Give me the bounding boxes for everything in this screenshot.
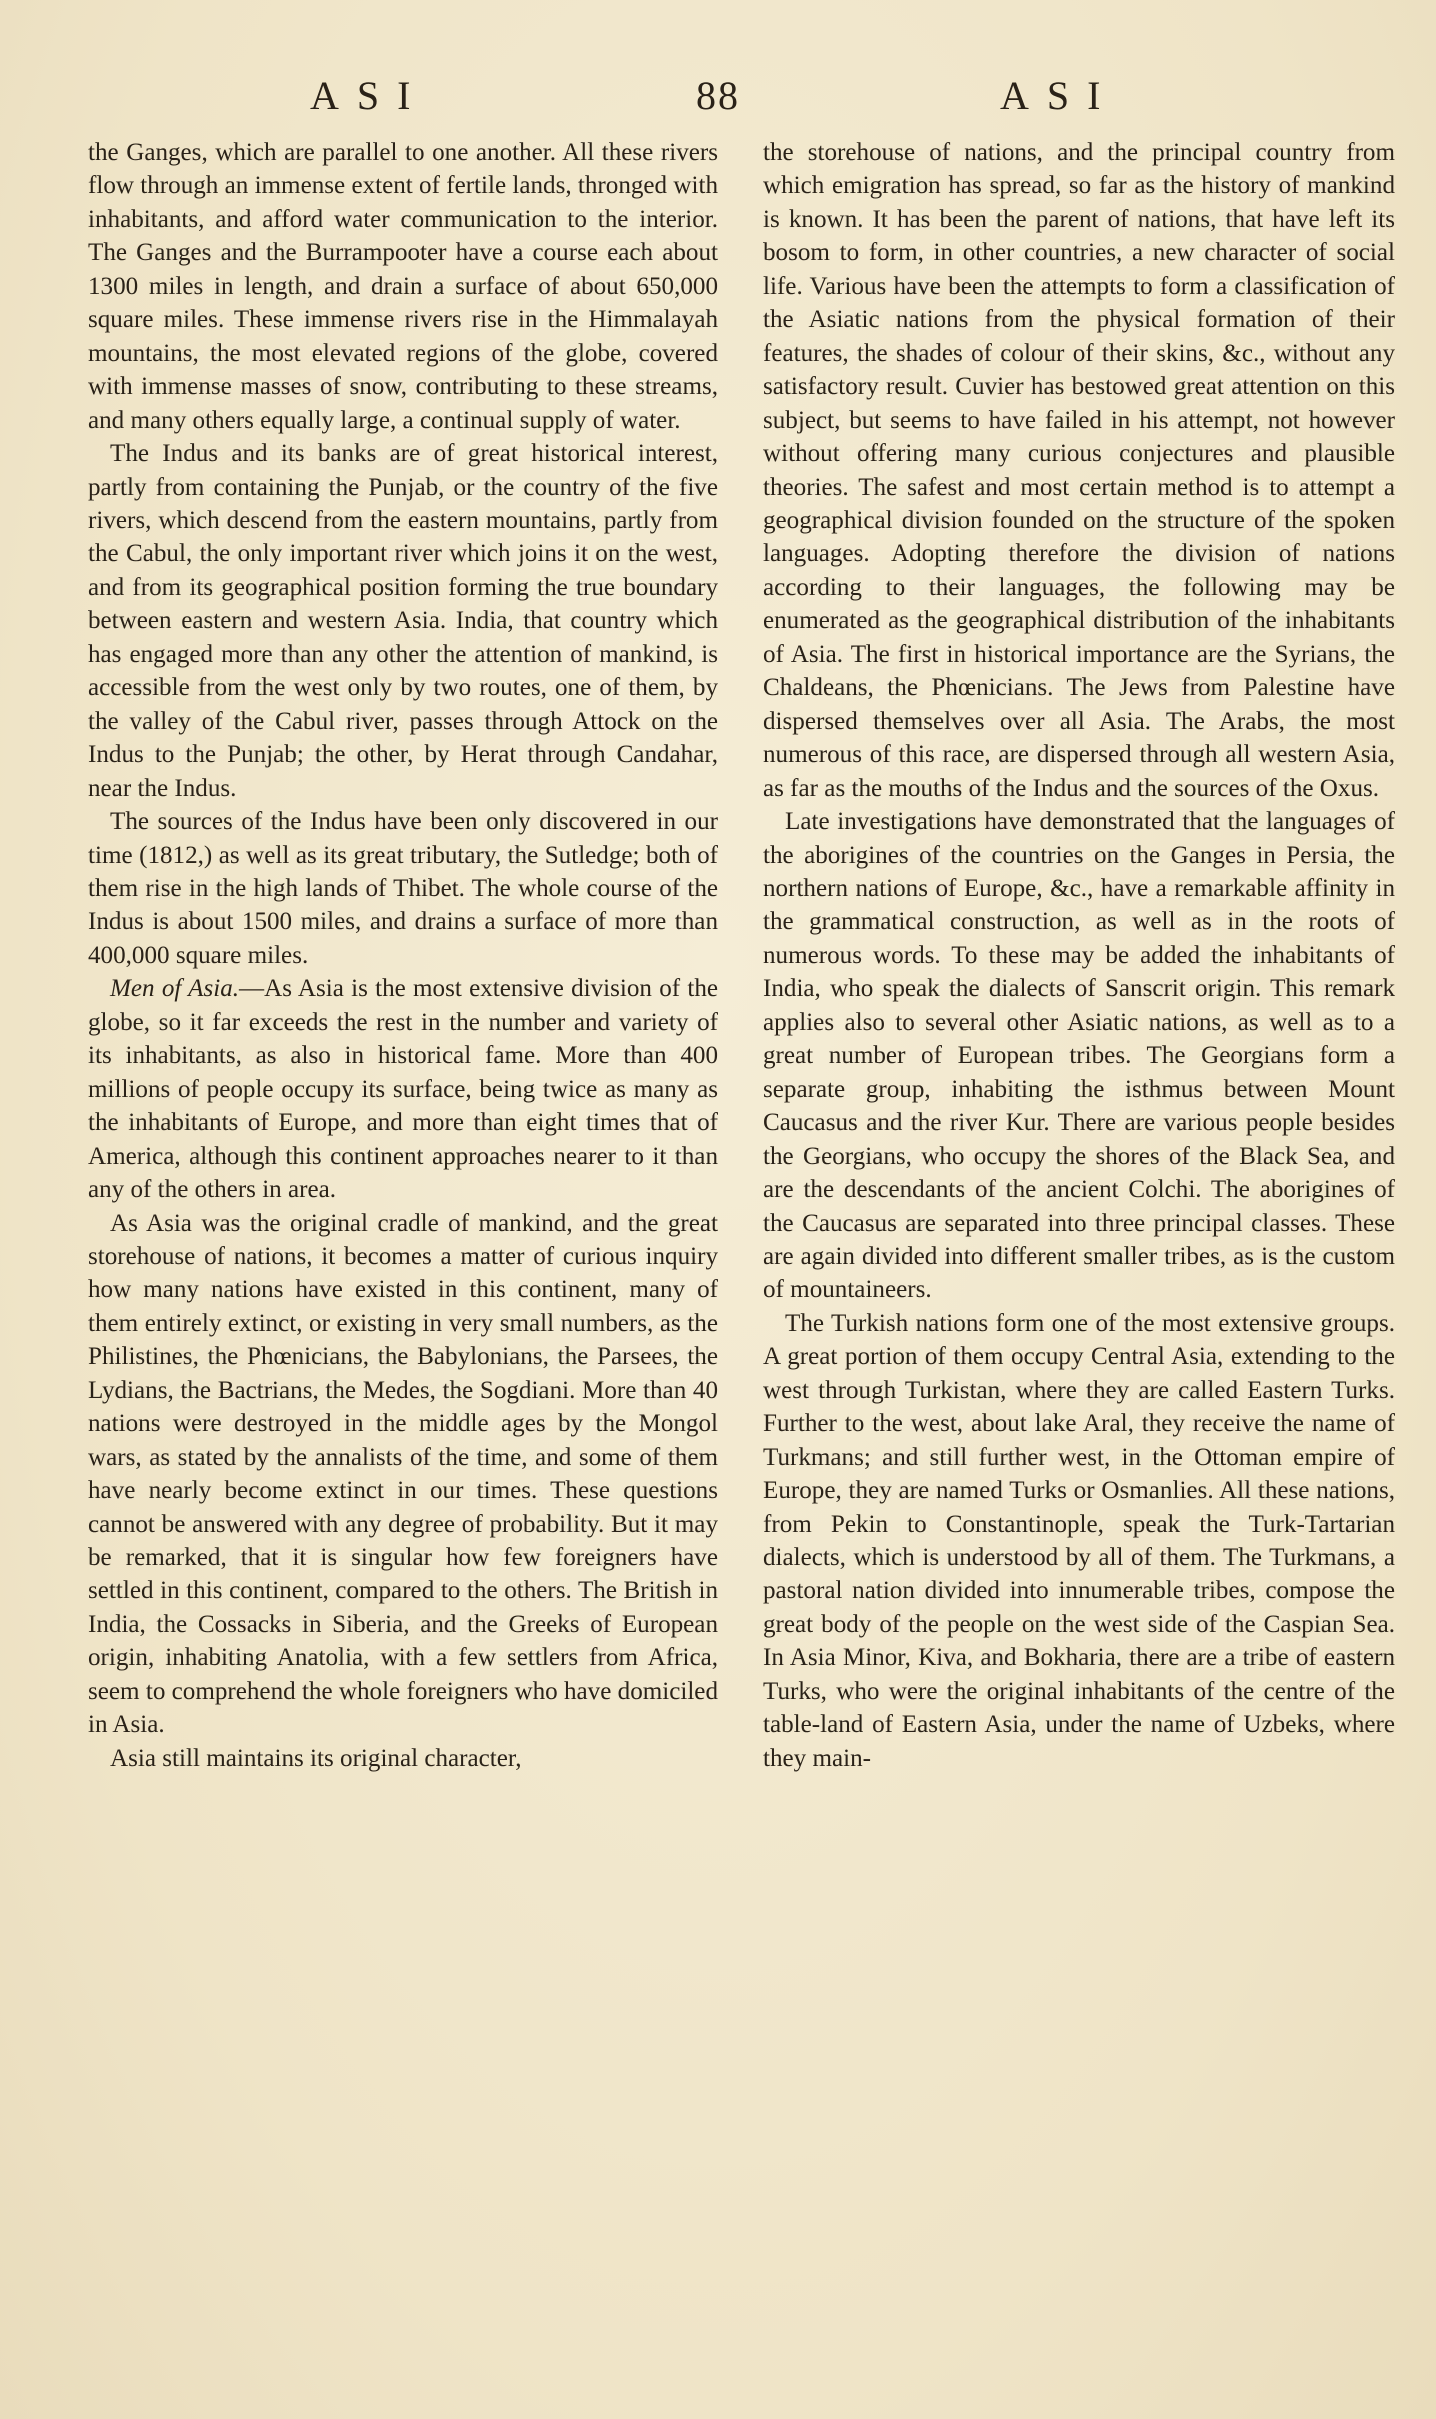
right-text-column <box>763 136 1395 1775</box>
paragraph-original-character: Asia still maintains its original character, <box>110 1744 522 1772</box>
paragraph-indus: The Indus and its banks are of great historical interest, partly from containing the Punjab, or the country of the five rivers, which descend from the eastern mountains, partly from the Cabul, the only important river which joins it on the west, and from its geographical position forming the true boundary between eastern and western Asia. India, that country which has engaged more than any other the attention of mankind, is accessible from the west only by two routes, one of them, by the valley of the Cabul river, passes through Attock on the Indus to the Punjab; the other, by Herat through Candahar, near the Indus. <box>88 440 718 802</box>
left-text-column <box>88 136 718 1775</box>
section-heading-men-of-asia: Men of Asia. <box>110 975 240 1003</box>
page-number: 88 <box>696 73 740 118</box>
paragraph-cradle-of-mankind: As Asia was the original cradle of mankind, and the great storehouse of nations, it becomes a matter of curious inquiry how many nations have existed in this continent, many of them entirely extinct, or existing in very small numbers, as the Philistines, the Phœnicians, the Babylonians, the Parsees, the Lydians, the Bactrians, the Medes, the Sogdiani. More than 40 nations were destroyed in the middle ages by the Mongol wars, as stated by the annalists of the time, and some of them have nearly become extinct in our times. These questions cannot be answered with any degree of probability. But it may be remarked, that it is singular how few foreigners have settled in this continent, compared to the others. The British in India, the Cossacks in Siberia, and the Greeks of European origin, inhabiting Anatolia, with a few settlers from Africa, seem to comprehend the whole foreigners who have domiciled in Asia. <box>88 1209 718 1739</box>
header-right-word: ASI <box>1000 73 1119 118</box>
paragraph-ganges-continued: the Ganges, which are parallel to one another. All these rivers flow through an immense extent of fertile lands, thronged with inhabitants, and afford water communication to the interior. The Ganges and the Burrampooter have a course each about 1300 miles in length, and drain a surface of about 650,000 square miles. These immense rivers rise in the Himmalayah mountains, the most elevated regions of the globe, covered with immense masses of snow, contributing to these streams, and many others equally large, a continual supply of water. <box>88 139 718 434</box>
header-left-word: ASI <box>310 73 429 118</box>
paragraph-turkish-nations: The Turkish nations form one of the most extensive groups. A great portion of them occupy Central Asia, extending to the west through Turkistan, where they are called Eastern Turks. Further to the west, about lake Aral, they receive the name of Turkmans; and still further west, in the Ottoman empire of Europe, they are named Turks or Osmanlies. All these nations, from Pekin to Constantinople, speak the Turk-Tartarian dialects, which is understood by all of them. The Turkmans, a pastoral nation divided into innumerable tribes, compose the great body of the people on the west side of the Caspian Sea. In Asia Minor, Kiva, and Bokharia, there are a tribe of eastern Turks, who were the original inhabitants of the centre of the table-land of Eastern Asia, under the name of Uzbeks, where they main- <box>763 1309 1395 1772</box>
paragraph-late-investigations: Late investigations have demonstrated that the languages of the aborigines of the countries on the Ganges in Persia, the northern nations of Europe, &c., have a remarkable affinity in the grammatical construction, as well as in the roots of numerous words. To these may be added the inhabitants of India, who speak the dialects of Sanscrit origin. This remark applies also to several other Asiatic nations, as well as to a great number of European tribes. The Georgians form a separate group, inhabiting the isthmus between Mount Caucasus and the river Kur. There are various people besides the Georgians, who occupy the shores of the Black Sea, and are the descendants of the ancient Colchi. The aborigines of the Caucasus are separated into three principal classes. These are again divided into different smaller tribes, as is the custom of mountaineers. <box>763 808 1395 1304</box>
paragraph-men-of-asia-text: —As Asia is the most extensive division of the globe, so it far exceeds the rest in the number and variety of its inhabitants, as also in historical fame. More than 400 millions of people occupy its surface, being twice as many as the inhabitants of Europe, and more than eight times that of America, although this continent approaches nearer to it than any of the others in area. <box>88 975 719 1204</box>
running-header <box>0 72 1436 122</box>
paragraph-storehouse-of-nations: the storehouse of nations, and the principal country from which emigration has spread, so far as the history of mankind is known. It has been the parent of nations, that have left its bosom to form, in other countries, a new character of social life. Various have been the attempts to form a classification of the Asiatic nations from the physical formation of their features, the shades of colour of their skins, &c., without any satisfactory result. Cuvier has bestowed great attention on this subject, but seems to have failed in his attempt, not however without offering many curious conjectures and plausible theories. The safest and most certain method is to attempt a geographical division founded on the structure of the spoken languages. Adopting therefore the division of nations according to their languages, the following may be enumerated as the geographical distribution of the inhabitants of Asia. The first in historical importance are the Syrians, the Chaldeans, the Phœnicians. The Jews from Palestine have dispersed themselves over all Asia. The Arabs, the most numerous of this race, are dispersed through all western Asia, as far as the mouths of the Indus and the sources of the Oxus. <box>763 139 1395 802</box>
paragraph-indus-sources: The sources of the Indus have been only discovered in our time (1812,) as well as its great tributary, the Sutledge; both of them rise in the high lands of Thibet. The whole course of the Indus is about 1500 miles, and drains a surface of more than 400,000 square miles. <box>88 808 718 969</box>
paragraph-men-of-asia <box>88 972 718 1206</box>
